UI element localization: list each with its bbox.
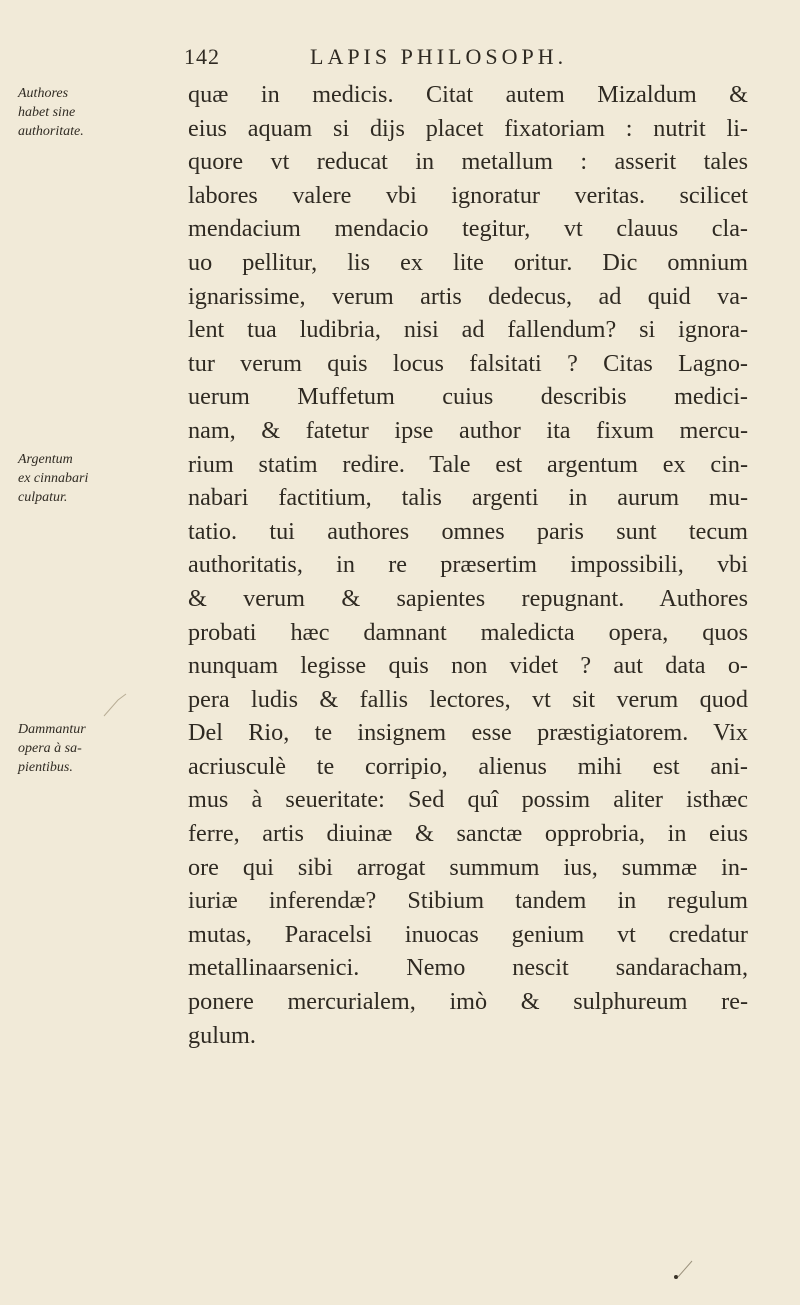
marginal-note-argentum: [18, 450, 178, 507]
text-line: mus à seueritate: Sed quî possim aliter isthæc: [188, 786, 748, 814]
text-line: gulum.: [188, 1021, 256, 1049]
text-line: ponere mercurialem, imò & sulphureum re-: [188, 988, 748, 1016]
marginal-note-line: ex cinnabari: [18, 471, 89, 486]
text-line: labores valere vbi ignoratur veritas. scilicet: [188, 181, 748, 209]
text-line: ignarissime, verum artis dedecus, ad quid va-: [188, 282, 748, 310]
marginal-note-line: Authores: [18, 86, 69, 101]
text-line: nunquam legisse quis non videt ? aut data o-: [188, 652, 748, 680]
text-line: metallinaarsenici. Nemo nescit sandaracham,: [188, 954, 748, 982]
text-line: nam, & fatetur ipse author ita fixum mercu-: [188, 416, 748, 444]
marginal-note-line: Dammantur: [18, 722, 86, 737]
text-line: quæ in medicis. Citat autem Mizaldum &: [188, 81, 748, 108]
text-line: ferre, artis diuinæ & sanctæ opprobria, in eius: [188, 820, 748, 848]
text-line: mutas, Paracelsi inuocas genium vt credatur: [188, 920, 748, 948]
text-line: rium statim redire. Tale est argentum ex cin-: [188, 450, 748, 478]
marginal-note-line: habet sine: [18, 105, 76, 120]
marginal-note-dammantur: [18, 720, 178, 777]
text-line: acriusculè te corripio, alienus mihi est ani-: [188, 752, 748, 780]
marginal-note-line: culpatur.: [18, 490, 68, 505]
text-line: ore qui sibi arrogat summum ius, summæ in-: [188, 853, 748, 881]
marginal-note-line: opera à sa-: [18, 741, 82, 756]
text-line: tur verum quis locus falsitati ? Citas Lagno-: [188, 349, 748, 377]
text-line: nabari factitium, talis argenti in aurum mu-: [188, 484, 748, 512]
text-line: Del Rio, te insignem esse præstigiatorem. Vix: [188, 719, 748, 747]
marginal-note-line: authoritate.: [18, 124, 84, 139]
ink-smudge-mark: [100, 690, 130, 720]
text-line: uo pellitur, lis ex lite oritur. Dic omnium: [188, 248, 748, 276]
text-line: quore vt reducat in metallum : asserit tales: [188, 148, 748, 176]
text-line: authoritatis, in re præsertim impossibili, vbi: [188, 551, 748, 579]
running-title: LAPIS PHILOSOPH.: [310, 44, 568, 69]
main-text-block: [188, 78, 748, 1052]
marginal-note-line: Argentum: [18, 452, 73, 467]
marginal-note-line: pientibus.: [18, 760, 73, 775]
text-line: pera ludis & fallis lectores, vt sit verum quod: [188, 685, 748, 713]
page-number: 142: [184, 44, 220, 69]
text-line: mendacium mendacio tegitur, vt clauus cla-: [188, 215, 748, 243]
text-line: eius aquam si dijs placet fixatoriam : nutrit li-: [188, 114, 748, 142]
text-line: iuriæ inferendæ? Stibium tandem in regulum: [188, 887, 748, 915]
marginal-note-authores: [18, 84, 178, 141]
text-line: & verum & sapientes repugnant. Authores: [188, 584, 748, 612]
text-line: tatio. tui authores omnes paris sunt tecum: [188, 517, 748, 545]
ink-spot-mark: [670, 1255, 700, 1285]
text-line: lent tua ludibria, nisi ad fallendum? si ignora-: [188, 316, 748, 344]
text-line: probati hæc damnant maledicta opera, quos: [188, 618, 748, 646]
text-line: uerum Muffetum cuius describis medici-: [188, 383, 748, 411]
